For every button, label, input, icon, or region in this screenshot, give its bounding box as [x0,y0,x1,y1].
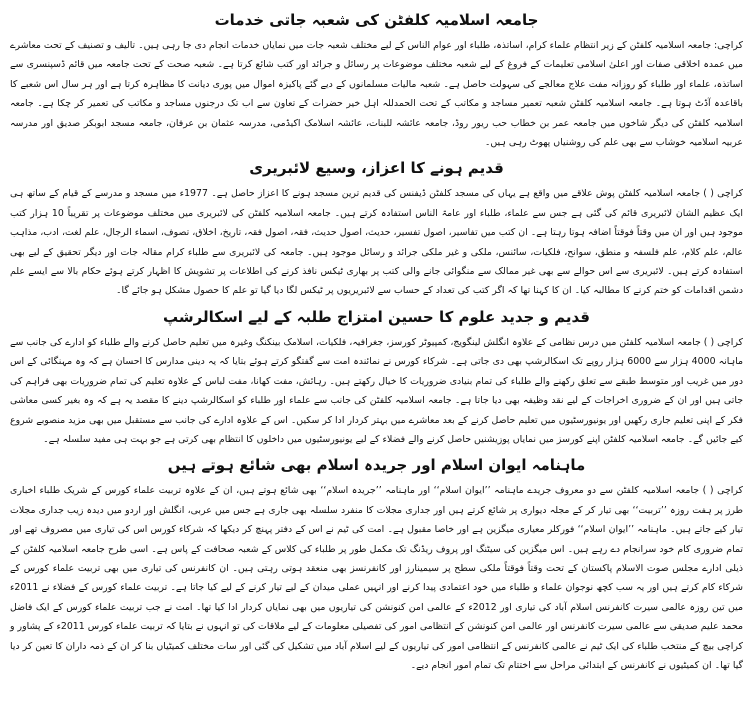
section-body-scholarship: کراچی ( ) جامعہ اسلامیہ کلفٹن میں درس نظامی کے علاوہ انگلش لینگویج، کمپیوٹر کورسز، جغرافیہ، فلکیات، اسلامک بینکنگ وغیرہ میں تعلیم حاصل کرنے والے طلباء کو ادارے کی جانب سے ماہانہ 4000 ہزار سے 6000 ہزار روپے تک اسکالرشپ بھی دی جاتی ہے۔ شرکاء کورس نے نمائندہ امت سے گفتگو کرتے ہوئے بتایا کہ یہ دینی مدارس کا احسان ہے کہ وہ مہنگائی کے اس دور میں غریب اور متوسط طبقے سے تعلق رکھنے والے طلباء کی تمام بنیادی ضروریات کا خیال رکھتے ہیں۔ رہائش، مفت کھانا، مفت لباس کے علاوہ تعلیم کی تمام ضروریات بھی فراہم کی جاتی ہیں اور ان کے ضروری اخراجات کے لیے نقد وظیفہ بھی دیا جاتا ہے۔ جامعہ اسلامیہ کلفٹن کی جانب سے علماء اور طلباء کو اسکالرشپ دینے کا مقصد یہ ہے کہ وہ بغیر کسی معاشی فکر کے اپنی تعلیم جاری رکھیں اور یونیورسٹیوں میں تعلیم حاصل کرنے کے بعد معاشرے میں بہتر کردار ادا کر سکیں۔ اس کے علاوہ ادارے کی جانب سے مستقبل میں بھی مزید منصوبے شروع کیے جائیں گے۔ جامعہ اسلامیہ کلفٹن اپنے کورسز میں نمایاں پوزیشنیں حاصل کرنے والے فضلاء کے لیے یونیورسٹیوں میں داخلوں کا انتظام بھی کرتی ہے جو بہت ہی مفید سلسلہ ہے۔ [10,336,744,445]
section-title-scholarship: قدیم و جدید علوم کا حسین امتزاج طلبہ کے لیے اسکالرشپ [163,307,590,326]
section-body-magazines: کراچی ( ) جامعہ اسلامیہ کلفٹن سے دو معروف جریدے ماہنامہ ’’ایوان اسلام‘‘ اور ماہنامہ ’’جریدہ اسلام‘‘ بھی شائع ہوتے ہیں، ان کے علاوہ تربیت علماء کورس کے شریک طلباء اخباری طرز پر ہفت روزہ ’’تربیت‘‘ بھی تیار کر کے مجلہ دیواری پر شائع کرتے ہیں اور جداری مجلات کا منفرد سلسلہ بھی جاری ہے جس میں عربی، انگلش اور اردو میں دیدہ زیب جداری مجلات تیار کیے جاتے ہیں۔ ماہنامہ ’’ایوان اسلام‘‘ فورکلر معیاری میگزین ہے اور خاصا مقبول ہے۔ امت کی ٹیم نے اس کے دفتر پہنچ کر دیکھا کہ شرکاء کورس اس کی تیاری میں مصروف تھے اور تمام ضروری کام خود سرانجام دے رہے ہیں۔ اس میگزین کی سیٹنگ اور پروف ریڈنگ تک مکمل طور پر طلباء کی کلاس کے شعبہ صحافت کے پاس ہے۔ اسی طرح جامعہ اسلامیہ کلفٹن کے ذیلی ادارے مجلس صوت الاسلام پاکستان کے تحت وقتاً فوقتاً ملکی سطح پر سیمینارز اور کانفرنسز بھی منعقد ہوتی رہتی ہیں۔ ان کانفرنس کی تیاری میں بھی تربیت علماء کورس کے شرکاء کام کرتے ہیں اور یہ سب کچھ نوجوان علماء و طلباء میں خود اعتمادی پیدا کرنے اور انہیں عملی میدان کے لیے تیار کرنے کے لیے کیا جاتا ہے۔ تربیت علماء کورس کے فضلاء نے 2011ء میں تین روزہ عالمی سیرت کانفرنس اسلام آباد کی تیاری اور 2012ء کے عالمی امن کنونشن کی تیاریوں میں بھی نمایاں کردار ادا کیا تھا۔ امت نے جب تربیت علماء کورس کے ایک فاضل محمد علیم صدیقی سے عالمی سیرت کانفرنس اور عالمی امن کنونشن کے انتظامی امور کی تفصیلی معلومات کے لیے ملاقات کی تو انہوں نے بتایا کہ تربیت علماء کورس 2011ء کے پشاور و کراچی بیچ کے منتخب طلباء کی ایک ٹیم نے عالمی کانفرنس کے انتظامی امور کی تیاریوں کے لیے اسلام آباد میں تشکیل کی گئی اور سات مختلف کمیٹیاں بنا کر ان کے ذمہ داران کا تعین کر دیا گیا تھا۔ ان کمیٹیوں نے کانفرنس کے ابتدائی مراحل سے اختتام تک تمام امور انجام دیے۔ [10,485,743,671]
section-body-departments: کراچی: جامعہ اسلامیہ کلفٹن کے زیر انتظام علماء کرام، اساتذہ، طلباء اور عوام الناس کے لیے مختلف شعبہ جات میں نمایاں خدمات انجام دی جا رہی ہیں۔ تالیف و تصنیف کے تحت معاشرے میں عمدہ اخلاقی صفات اور اعلیٰ اسلامی تعلیمات کے فروغ کے لیے شعبہ مختلف موضوعات پر رسائل و جرائد اور کتب شائع کرتا ہے۔ شعبہ صحت کے تحت جامعہ میں قائم ڈسپنسری سے اساتذہ، علماء اور طلباء کو روزانہ مفت علاج معالجے کی سہولت حاصل ہے۔ شعبہ مالیات مسلمانوں کے دیے گئے پاکیزہ اموال میں پوری دیانت کا مظاہرہ کرتا ہے اور ہر سال اس شعبے کا باقاعدہ آڈٹ ہوتا ہے۔ جامعہ اسلامیہ کلفٹن شعبہ تعمیر مساجد و مکاتب کے تحت الحمدللہ اہل خیر حضرات کے تعاون سے اب تک درجنوں مساجد و مکاتب کی تعمیر کر چکا ہے۔ جامعہ اسلامیہ کلفٹن کی دیگر شاخوں میں جامعہ عمر بن خطاب حب ریور روڈ، جامعہ عائشہ للبنات، عائشہ اسلامک اکیڈمی، مدرسہ عثمان بن عرفان، جامعہ مسجد ابوبکر صدیق اور مدرسہ عربیہ اسلامیہ خوشاب سے بھی علم کی روشنیاں پھوٹ رہی ہیں۔ [10,40,743,149]
section-title-magazines: ماہنامہ ایوان اسلام اور جریدہ اسلام بھی شائع ہوتے ہیں [167,456,586,475]
section-title-library: قدیم ہونے کا اعزاز، وسیع لائبریری [249,159,504,178]
section-title-departments: جامعہ اسلامیہ کلفٹن کی شعبہ جاتی خدمات [214,11,539,29]
section-body-library: کراچی ( ) جامعہ اسلامیہ کلفٹن پوش علاقے میں واقع ہے یہاں کی مسجد کلفٹن ڈیفنس کی قدیم ترین مسجد ہونے کا اعزاز حاصل ہے۔ 1977ء میں مسجد و مدرسے کے قیام کے ساتھ ہی ایک عظیم الشان لائبریری قائم کی گئی ہے جس سے علماء، طلباء اور عامۃ الناس استفادہ کرتے ہیں۔ جامعہ اسلامیہ کلفٹن کی لائبریری میں مختلف موضوعات پر تقریباً 10 ہزار کتب موجود ہیں اور ان میں وقتاً فوقتاً اضافہ ہوتا رہتا ہے۔ ان کتب میں تفاسیر، اصول تفسیر، حدیث، اصول حدیث، فقہ، اصول فقہ، تاریخ، اخلاق، تصوف، اسماء الرجال، علم لغت، ادب، مذاہب عالم، علم کلام، علم فلسفہ و منطق، سوانح، فلکیات، سائنس، ملکی و غیر ملکی جرائد و رسائل موجود ہیں۔ جامعہ کی لائبریری سے طلباء کرام مقالہ جات اور دیگر تحقیق کے لیے بھی استفادہ کرتے ہیں۔ لائبریری سے اس حوالے سے بھی غیر ممالک سے منگوائی جانے والی کتب پر بھاری ٹیکس نافذ کرنے کی اطلاعات پر تشویش کا اظہار کرتے ہوئے حکام بالا سے ایسے علم دشمن اقدامات کو ختم کرنے کا مطالبہ کیا۔ ان کا کہنا تھا کہ اگر کتب کی تعداد کے حساب سے لائبریریوں پر ٹیکس لگا دیا گیا تو علم کا حصول مشکل ہو جائے گا۔ [10,188,744,297]
